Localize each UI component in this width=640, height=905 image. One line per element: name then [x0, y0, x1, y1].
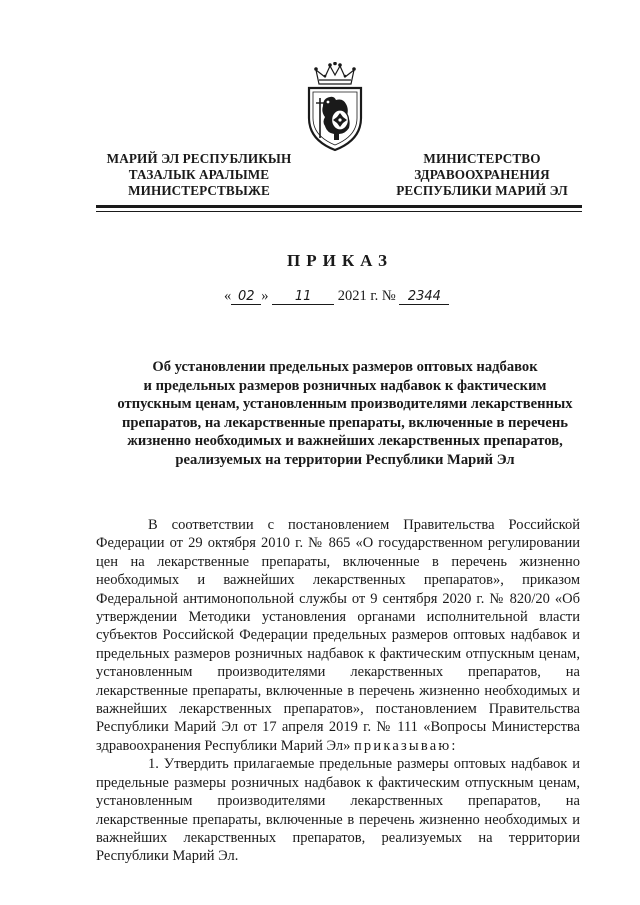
date-close-quote: »	[261, 288, 269, 304]
document-type-title: ПРИКАЗ	[287, 251, 393, 270]
title-line-5: жизненно необходимых и важнейших лекарственных препаратов,	[127, 433, 563, 450]
date-open-quote: «	[224, 288, 232, 304]
preamble-paragraph	[96, 516, 580, 755]
title-line-1: Об установлении предельных размеров оптовых надбавок	[152, 359, 538, 375]
header-right-line-1: МИНИСТЕРСТВО	[423, 151, 541, 166]
header-right-line-2: ЗДРАВООХРАНЕНИЯ	[414, 167, 550, 182]
order-body	[96, 516, 580, 866]
header-left-line-3: МИНИСТЕРСТВЫЖЕ	[128, 183, 270, 198]
title-line-2: и предельных размеров розничных надбавок к фактическим	[143, 377, 547, 394]
header-right-line-3: РЕСПУБЛИКИ МАРИЙ ЭЛ	[396, 183, 568, 198]
header-divider-thin	[96, 211, 582, 212]
date-day-handwritten: 02	[231, 289, 261, 305]
header-left-block	[94, 151, 304, 199]
order-title	[110, 358, 580, 470]
date-year-label: 2021 г. №	[337, 288, 396, 304]
date-month-handwritten: 11	[272, 289, 334, 305]
header-divider-thick	[96, 205, 582, 208]
coat-of-arms-emblem	[299, 62, 371, 154]
title-line-3: отпускным ценам, установленным производителями лекарственных	[117, 396, 573, 413]
header-left-line-1: МАРИЙ ЭЛ РЕСПУБЛИКЫН	[106, 151, 292, 166]
date-number-line	[224, 288, 449, 305]
item-1-paragraph: 1. Утвердить прилагаемые предельные размеры оптовых надбавок и предельные размеры розничных надбавок к фактическим отпускным ценам, установленным производителями лекарственных препаратов, на лекарственные препараты, включенные в перечень жизненно необходимых и важнейших лекарственных препаратов, реализуемых на территории Республики Марий Эл.	[96, 756, 580, 865]
order-word: приказываю:	[353, 737, 458, 754]
preamble-text: В соответствии с постановлением Правительства Российской Федерации от 29 октября 2010 г. № 865 «О государственном регулировании цен на лекарственные препараты, включенные в перечень жизненно необходимых и важнейших лекарственных препаратов», приказом Федеральной антимонопольной службы от 9 сентября 2020 г. № 820/20 «Об утверждении Методики установления органами исполнительной власти субъектов Российской Федерации предельных размеров оптовых надбавок и предельных размеров розничных надбавок к фактическим отпускным ценам, установленным производителями лекарственных препаратов, на лекарственные препараты, включенные в перечень жизненно необходимых и важнейших лекарственных препаратов», постановлением Правительства Республики Марий Эл от 17 апреля 2019 г. № 111 «Вопросы Министерства здравоохранения Республики Марий Эл»	[96, 517, 580, 754]
order-number-handwritten: 2344	[399, 289, 449, 305]
header-right-block	[384, 151, 580, 199]
title-line-4: препаратов, на лекарственные препараты, включенные в перечень	[122, 414, 568, 431]
title-line-6: реализуемых на территории Республики Марий Эл	[175, 451, 515, 468]
header-left-line-2: ТАЗАЛЫК АРАЛЫМЕ	[128, 167, 270, 182]
